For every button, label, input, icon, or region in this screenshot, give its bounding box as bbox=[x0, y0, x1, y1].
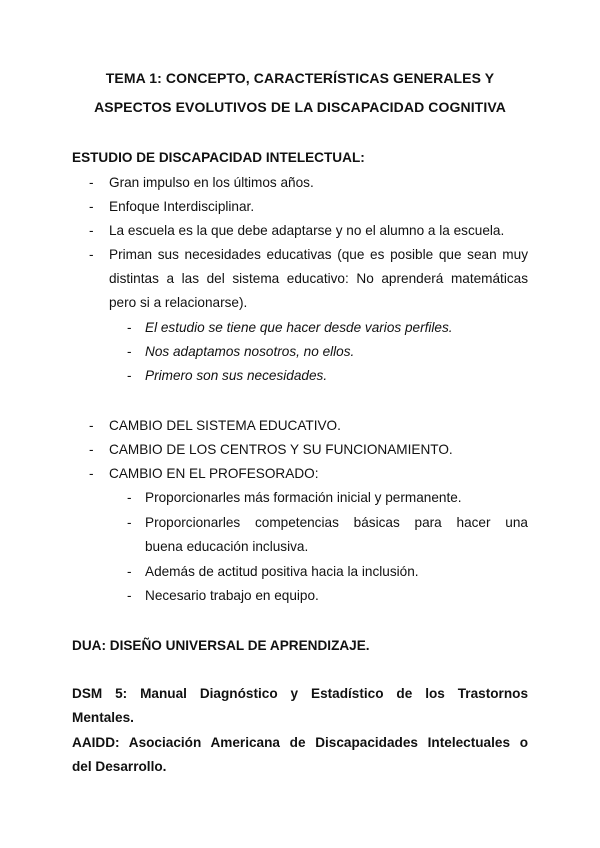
list-dash: - bbox=[89, 175, 94, 190]
sublist-item: El estudio se tiene que hacer desde varios perfiles. bbox=[145, 320, 453, 335]
list-item: CAMBIO DEL SISTEMA EDUCATIVO. bbox=[109, 418, 341, 433]
sublist-item: Primero son sus necesidades. bbox=[145, 368, 328, 383]
aaidd-definition-line-1: AAIDD: Asociación Americana de Discapacidades Intelectuales o bbox=[72, 735, 528, 750]
sublist-item-continuation: buena educación inclusiva. bbox=[145, 539, 309, 554]
list-item: La escuela es la que debe adaptarse y no el alumno a la escuela. bbox=[109, 223, 505, 238]
sublist-item: Además de actitud positiva hacia la inclusión. bbox=[145, 564, 419, 579]
dua-heading: DUA: DISEÑO UNIVERSAL DE APRENDIZAJE. bbox=[72, 638, 370, 653]
sublist-dash: - bbox=[127, 515, 132, 530]
sublist-dash: - bbox=[127, 344, 132, 359]
dsm-definition-line-1: DSM 5: Manual Diagnóstico y Estadístico de los Trastornos bbox=[72, 686, 528, 701]
list-dash: - bbox=[89, 199, 94, 214]
list-dash: - bbox=[89, 418, 94, 433]
list-item: Enfoque Interdisciplinar. bbox=[109, 199, 255, 214]
sublist-dash: - bbox=[127, 320, 132, 335]
list-dash: - bbox=[89, 466, 94, 481]
sublist-item: Proporcionarles competencias básicas para hacer una bbox=[145, 515, 528, 530]
sublist-item: Proporcionarles más formación inicial y permanente. bbox=[145, 490, 462, 505]
sublist-dash: - bbox=[127, 368, 132, 383]
list-item-continuation: pero si a relacionarse). bbox=[109, 295, 248, 310]
aaidd-definition-line-2: del Desarrollo. bbox=[72, 759, 167, 774]
list-dash: - bbox=[89, 442, 94, 457]
sublist-dash: - bbox=[127, 564, 132, 579]
list-dash: - bbox=[89, 247, 94, 262]
sublist-dash: - bbox=[127, 490, 132, 505]
list-item: CAMBIO DE LOS CENTROS Y SU FUNCIONAMIENTO. bbox=[109, 442, 453, 457]
sublist-item: Necesario trabajo en equipo. bbox=[145, 588, 319, 603]
title-line-1: TEMA 1: CONCEPTO, CARACTERÍSTICAS GENERALES Y bbox=[105, 70, 495, 86]
section-heading-estudio: ESTUDIO DE DISCAPACIDAD INTELECTUAL: bbox=[72, 150, 365, 165]
title-line-2: ASPECTOS EVOLUTIVOS DE LA DISCAPACIDAD COGNITIVA bbox=[94, 99, 506, 115]
list-dash: - bbox=[89, 223, 94, 238]
sublist-item: Nos adaptamos nosotros, no ellos. bbox=[145, 344, 355, 359]
list-item: Priman sus necesidades educativas (que es posible que sean muy bbox=[109, 247, 528, 262]
sublist-dash: - bbox=[127, 588, 132, 603]
dsm-definition-line-2: Mentales. bbox=[72, 710, 134, 725]
list-item-continuation: distintas a las del sistema educativo: No aprenderá matemáticas bbox=[109, 271, 528, 286]
list-item: Gran impulso en los últimos años. bbox=[109, 175, 314, 190]
list-item: CAMBIO EN EL PROFESORADO: bbox=[109, 466, 319, 481]
